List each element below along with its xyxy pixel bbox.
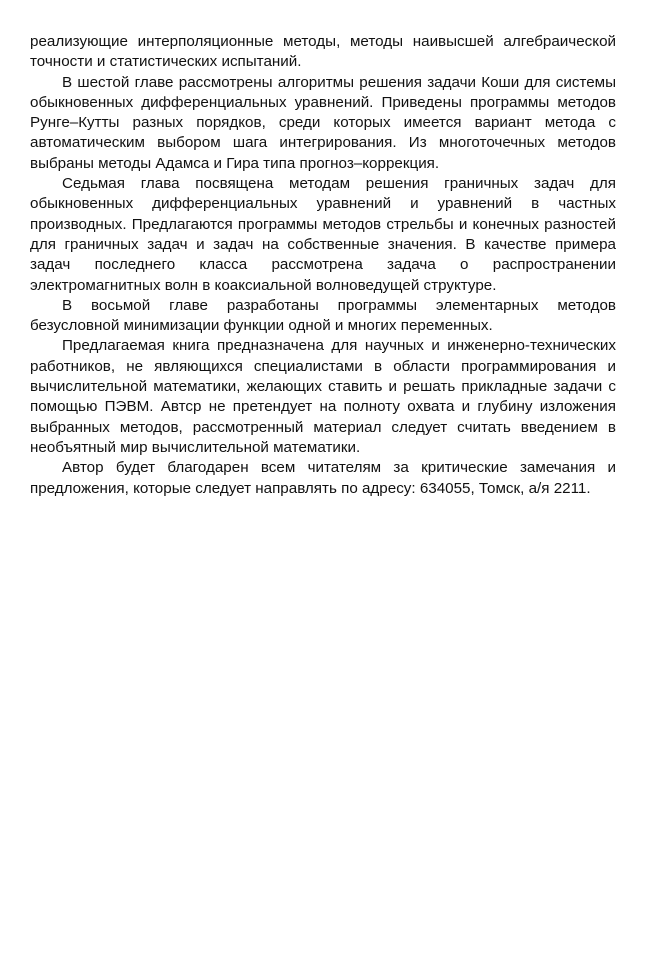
paragraph-continuation: реализующие интерполяционные методы, методы наивысшей алгебраической точности и статистических испытаний. <box>30 33 616 71</box>
paragraph-chapter-six: В шестой главе рассмотрены алгоритмы решения задачи Коши для системы обыкновенных дифференциальных уравнений. Приведены программы методов Рунге–Кутты разных порядков, среди которых имеется вариант метода с автоматическим выбором шага интегрирования. Из многоточечных методов выбраны методы Адамса и Гира типа прогноз–коррекция. <box>30 73 616 172</box>
paragraph-contact: Автор будет благодарен всем читателям за критические замечания и предложения, которые следует направлять по адресу: 634055, Томск, а/я 2211. <box>30 459 616 497</box>
paragraph-audience: Предлагаемая книга предназначена для научных и инженерно-технических работников, не являющихся специалистами в области программирования и вычислительной математики, желающих ставить и решать прикладные задачи с помощью ПЭВМ. Автср не претендует на полноту охвата и глубину изложения выбранных методов, рассмотренный материал следует считать введением в необъятный мир вычислительной математики. <box>30 337 616 456</box>
paragraph-chapter-eight: В восьмой главе разработаны программы элементарных методов безусловной минимизации функции одной и многих переменных. <box>30 296 616 335</box>
page-text <box>30 32 616 499</box>
paragraph-chapter-seven: Седьмая глава посвящена методам решения граничных задач для обыкновенных дифференциальных уравнений и уравнений в частных производных. Предлагаются программы методов стрельбы и конечных разностей для граничных задач и задач на собственные значения. В качестве примера задач последнего класса рассмотрена задача о распространении электромагнитных волн в коаксиальной волноведущей структуре. <box>30 175 616 294</box>
